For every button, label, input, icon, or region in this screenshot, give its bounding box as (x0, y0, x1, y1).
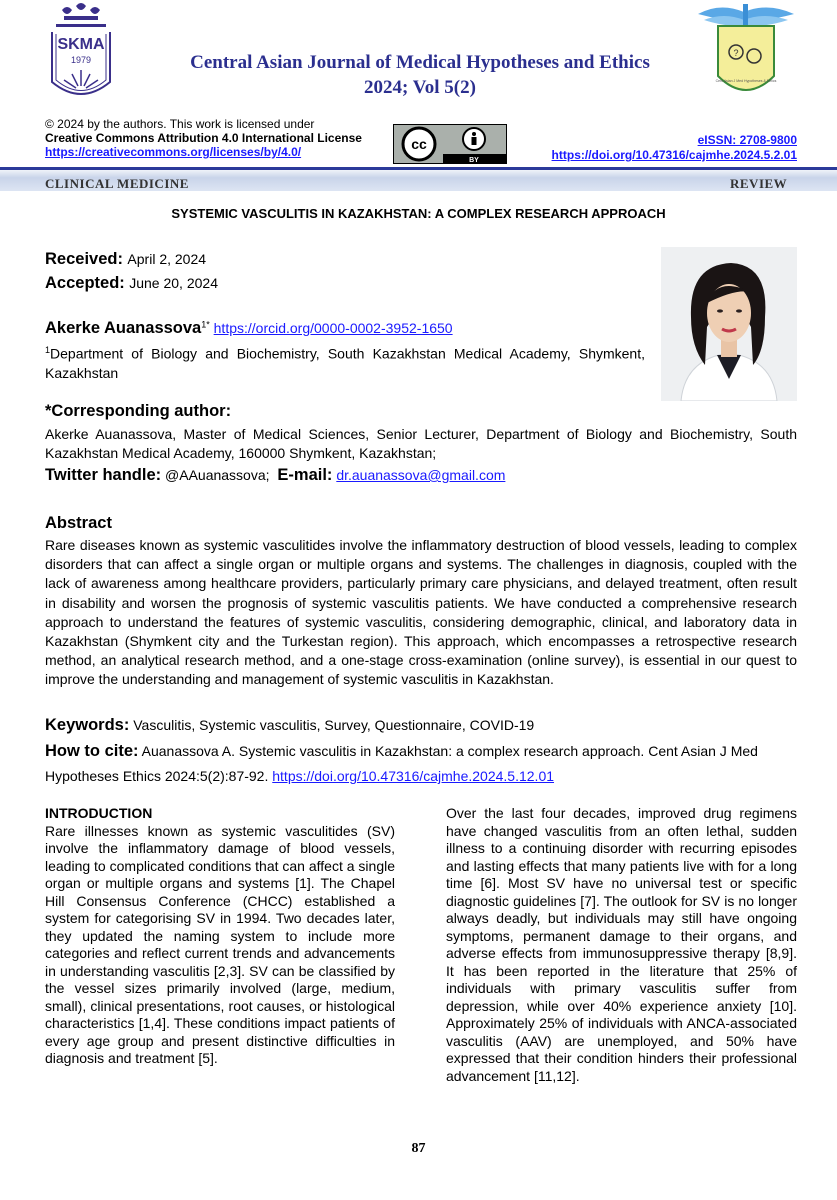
author-line (45, 319, 453, 338)
svg-text:1979: 1979 (70, 55, 92, 65)
abstract-heading: Abstract (45, 514, 112, 532)
cite-label: How to cite: (45, 742, 139, 760)
doi-link[interactable]: https://doi.org/10.47316/cajmhe.2024.5.2.01 (551, 148, 797, 162)
page-number: 87 (411, 1141, 426, 1156)
how-to-cite (45, 739, 797, 789)
section-band-rule (0, 167, 837, 170)
introduction-paragraph-1: Rare illnesses known as systemic vasculitides (SV) involve the inflammatory damage of blood vessels, leading to complicated conditions that can affect a single organ or multiple organs and systems [1]. The Chapel Hill Consensus Conference (CHCC) established a system for categorising SV in 1994. Two decades later, they updated the naming system to include more categories and reflect current trends and advancements in understanding vasculitis [2,3]. SV can be classified by the vessel sizes primarily involved (large, medium, small), clinical presentations, root causes, or histological characteristics [1,4]. These conditions impact patients of every age group and present distinctive difficulties in diagnosis and treatment [5]. (45, 822, 395, 1066)
keywords-line (45, 716, 534, 735)
journal-title-line2: 2024; Vol 5(2) (364, 77, 476, 98)
twitter-label: Twitter handle: (45, 466, 162, 484)
accepted-label: Accepted: (45, 274, 125, 292)
journal-title-line1: Central Asian Journal of Medical Hypotheses and Ethics (190, 52, 650, 73)
cc-by-badge[interactable] (393, 124, 507, 164)
contact-line (45, 466, 505, 485)
author-portrait (661, 247, 797, 401)
accepted-date (45, 274, 218, 293)
svg-text:?: ? (733, 48, 739, 58)
keywords-label: Keywords: (45, 716, 130, 734)
person-icon (472, 132, 476, 136)
license-block (45, 117, 365, 159)
introduction-paragraph-2: Over the last four decades, improved drug regimens have changed vasculitis from an often lethal, sudden illness to a continuing disorder with recurring episodes and lasting effects that many patients live with for a long time [6]. Most SV have no universal test or specific diagnostic guidelines [7]. The outlook for SV is no longer always deadly, but individuals may still have ongoing symptoms, permanent damage to their organs, and adverse effects from immunosuppressive therapy [8,9]. It has been reported in the literature that 25% of individuals with primary vasculitis suffer from depression, while over 40% experience anxiety [10]. Approximately 25% of individuals with ANCA-associated vasculitis (AAV) are unemployed, and 50% have expressed that their condition hinders their professional advancement [11,12]. (446, 805, 797, 1084)
svg-text:Cent Asian J Med Hypotheses &: Cent Asian J Med Hypotheses & Ethics (715, 79, 777, 83)
article-type: REVIEW (730, 176, 788, 191)
journal-emblem-logo (694, 0, 798, 110)
author-affiliation (45, 341, 645, 383)
affiliation-superscript: 1 (45, 345, 51, 355)
license-link[interactable]: https://creativecommons.org/licenses/by/4.0/ (45, 145, 302, 159)
skma-logo (42, 2, 120, 106)
keywords-value: Vasculitis, Systemic vasculitis, Survey, Questionnaire, COVID-19 (133, 717, 535, 733)
cite-doi-link[interactable]: https://doi.org/10.47316/cajmhe.2024.5.12.01 (272, 768, 555, 784)
corresponding-author-heading: *Corresponding author: (45, 402, 232, 420)
received-label: Received: (45, 250, 123, 268)
abstract-text: Rare diseases known as systemic vasculitides involve the inflammatory destruction of blood vessels, leading to complex disorders that can affect a single organ or multiple organs and systems. The challenges in diagnosis, coupled with the lack of awareness among healthcare providers, particularly primary care physicians, and delayed treatment, often result in disability and worsen the prognosis of systemic vasculitis patients. We have conducted a comprehensive research approach to understand the features of systemic vasculitis, considering demographic, clinical, and laboratory data in Kazakhstan (Shymkent city and the Turkestan region). This approach, which encompasses a retrospective research method, an analytical research method, and a one-stage cross-examination (online survey), is essential in our quest to improve the understanding and management of systemic vasculitis in Kazakhstan. (45, 537, 797, 688)
introduction-column (45, 805, 395, 1068)
copyright-text: © 2024 by the authors. This work is licensed under (45, 117, 315, 131)
cite-text: Auanassova A. Systemic vasculitis in Kazakhstan: a complex research approach. Cent Asian J Med Hypotheses Ethics 2024:5(2):87-92. (45, 743, 758, 784)
received-value: April 2, 2024 (127, 251, 207, 267)
email-label: E-mail: (277, 466, 333, 484)
affiliation-text: Department of Biology and Biochemistry, South Kazakhstan Medical Academy, Shymkent, Kazakhstan (45, 345, 645, 381)
license-name: Creative Commons Attribution 4.0 International License (45, 131, 362, 145)
article-title: SYSTEMIC VASCULITIS IN KAZAKHSTAN: A COMPLEX RESEARCH APPROACH (171, 206, 666, 221)
received-date (45, 250, 206, 269)
identifiers-block (520, 133, 797, 163)
author-superscript: 1* (201, 319, 210, 330)
twitter-handle: @AAuanassova; (165, 467, 270, 483)
corresponding-author-text: Akerke Auanassova, Master of Medical Sciences, Senior Lecturer, Department of Biology and Biochemistry, South Kazakhstan Medical Academy, 160000 Shymkent, Kazakhstan; (45, 426, 797, 461)
svg-text:BY: BY (469, 157, 479, 164)
eissn-link[interactable]: eISSN: 2708-9800 (697, 133, 797, 147)
orcid-link[interactable]: https://orcid.org/0000-0002-3952-1650 (213, 320, 453, 336)
introduction-heading: INTRODUCTION (45, 805, 153, 821)
svg-text:SKMA: SKMA (57, 36, 105, 53)
cc-icon: cc (411, 136, 427, 152)
email-link[interactable]: dr.auanassova@gmail.com (336, 467, 506, 483)
accepted-value: June 20, 2024 (129, 275, 218, 291)
author-name: Akerke Auanassova (45, 319, 202, 337)
journal-title (130, 50, 710, 100)
section-category: CLINICAL MEDICINE (45, 176, 189, 191)
